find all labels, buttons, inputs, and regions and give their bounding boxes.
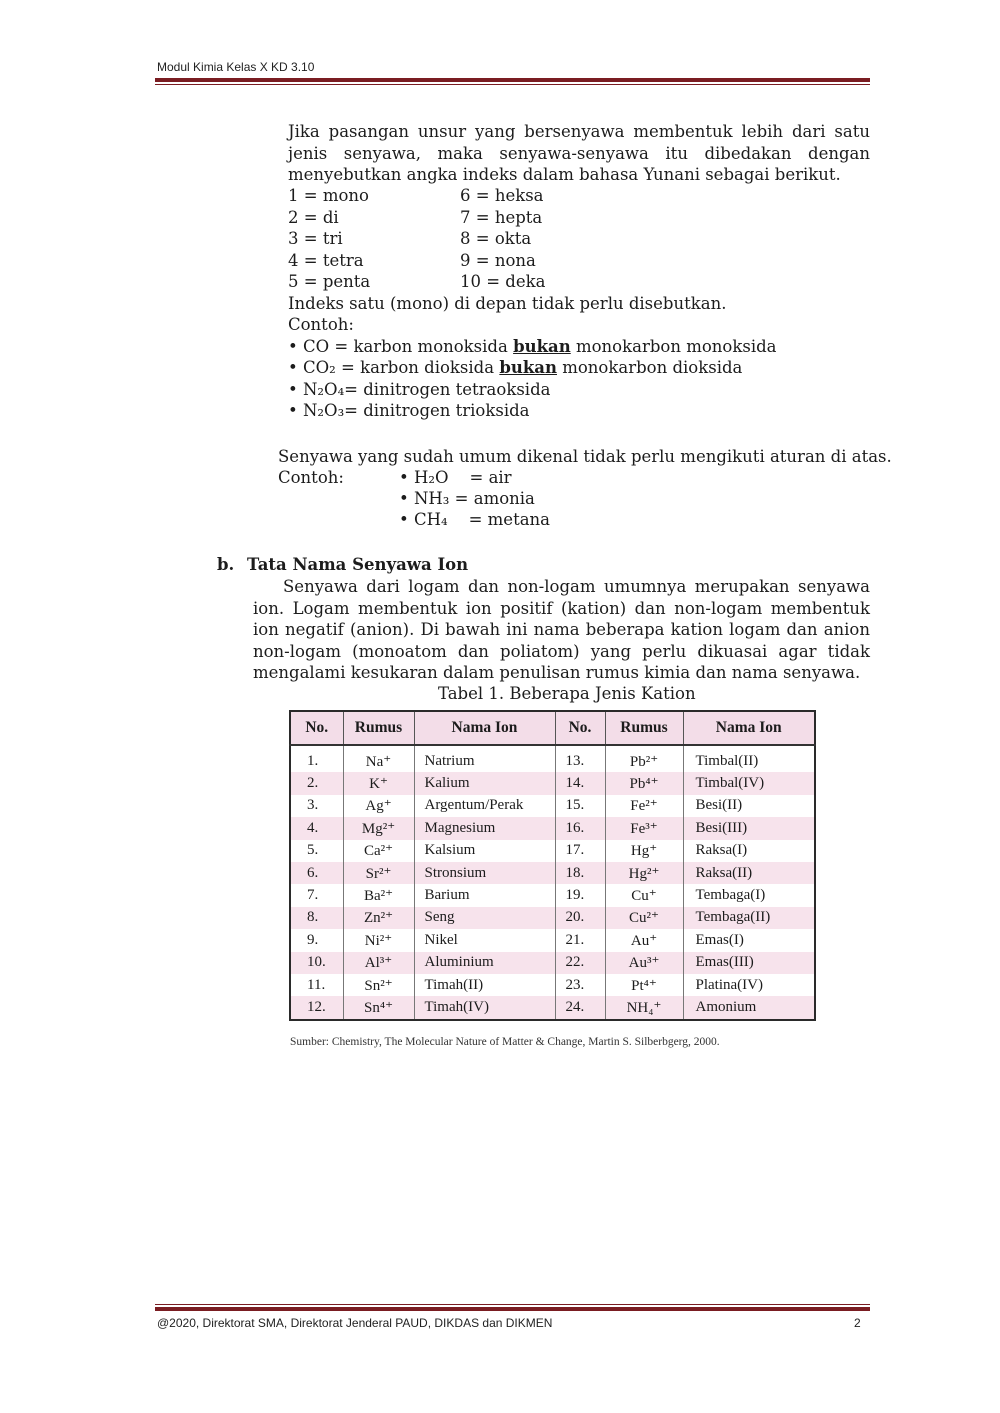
- row-nama-ion: Stronsium: [414, 862, 555, 884]
- row-rumus: Pb⁴⁺: [605, 772, 683, 794]
- row-nama-ion: Besi(II): [683, 795, 815, 817]
- row-rumus: Sn⁴⁺: [343, 996, 414, 1019]
- example-n2o3: • N₂O₃= dinitrogen trioksida: [288, 400, 777, 422]
- greek-number-row: 4 = tetra 9 = nona: [288, 250, 536, 270]
- example-n2o4: • N₂O₄= dinitrogen tetraoksida: [288, 379, 777, 401]
- row-no: 19.: [555, 884, 605, 906]
- row-no: 13.: [555, 745, 605, 772]
- row-no: 22.: [555, 952, 605, 974]
- row-no: 6.: [290, 862, 343, 884]
- row-rumus: Sn²⁺: [343, 974, 414, 996]
- row-rumus: Sr²⁺: [343, 862, 414, 884]
- row-nama-ion: Argentum/Perak: [414, 795, 555, 817]
- row-no: 12.: [290, 996, 343, 1019]
- header-rumus: Rumus: [605, 711, 683, 745]
- row-nama-ion: Kalium: [414, 772, 555, 794]
- greek-number-row: 3 = tri 8 = okta: [288, 229, 532, 248]
- row-no: 8.: [290, 907, 343, 929]
- common-sentence: Senyawa yang sudah umum dikenal tidak perlu mengikuti aturan di atas.: [278, 447, 892, 466]
- table-row: [290, 884, 815, 906]
- row-nama-ion: Natrium: [414, 745, 555, 772]
- row-nama-ion: Besi(III): [683, 817, 815, 839]
- header-title: Modul Kimia Kelas X KD 3.10: [157, 60, 315, 74]
- footer-rule: [155, 1304, 870, 1311]
- intro-paragraph: Jika pasangan unsur yang bersenyawa membentuk lebih dari satu jenis senyawa, maka senyawa-senyawa itu dibedakan dengan menyebutkan angka indeks dalam bahasa Yunani sebagai berikut.: [288, 122, 870, 184]
- table-row: [290, 817, 815, 839]
- table-row: [290, 772, 815, 794]
- example-label: Contoh:: [288, 315, 354, 334]
- row-nama-ion: Nikel: [414, 929, 555, 951]
- row-no: 5.: [290, 840, 343, 862]
- greek-number-row: 1 = mono 6 = heksa: [288, 186, 544, 205]
- example-co: • CO = karbon monoksida bukan monokarbon monoksida: [288, 336, 777, 358]
- row-nama-ion: Tembaga(II): [683, 907, 815, 929]
- table-row: [290, 952, 815, 974]
- kation-table-wrapper: [289, 710, 816, 1021]
- table-header-row: [290, 711, 815, 745]
- row-rumus: Ca²⁺: [343, 840, 414, 862]
- header-nama-ion: Nama Ion: [414, 711, 555, 745]
- row-no: 24.: [555, 996, 605, 1019]
- row-nama-ion: Emas(I): [683, 929, 815, 951]
- table-caption: Tabel 1. Beberapa Jenis Kation: [438, 684, 696, 703]
- kation-table: [289, 710, 816, 1021]
- row-nama-ion: Platina(IV): [683, 974, 815, 996]
- row-no: 21.: [555, 929, 605, 951]
- row-no: 9.: [290, 929, 343, 951]
- row-rumus: Mg²⁺: [343, 817, 414, 839]
- row-no: 1.: [290, 745, 343, 772]
- row-nama-ion: Timbal(IV): [683, 772, 815, 794]
- row-rumus: NH₄⁺: [605, 996, 683, 1019]
- row-no: 7.: [290, 884, 343, 906]
- row-nama-ion: Kalsium: [414, 840, 555, 862]
- footer-text: @2020, Direktorat SMA, Direktorat Jenderal PAUD, DIKDAS dan DIKMEN: [157, 1316, 553, 1330]
- row-rumus: Pt⁴⁺: [605, 974, 683, 996]
- greek-number-list: [288, 185, 777, 422]
- greek-number-row: 5 = penta 10 = deka: [288, 272, 546, 291]
- row-no: 15.: [555, 795, 605, 817]
- row-rumus: Ba²⁺: [343, 884, 414, 906]
- row-nama-ion: Timbal(II): [683, 745, 815, 772]
- row-no: 17.: [555, 840, 605, 862]
- greek-number-row: 2 = di 7 = hepta: [288, 207, 543, 227]
- table-source: Sumber: Chemistry, The Molecular Nature of Matter & Change, Martin S. Silberbgerg, 2000.: [290, 1036, 720, 1048]
- row-nama-ion: Amonium: [683, 996, 815, 1019]
- row-no: 16.: [555, 817, 605, 839]
- table-row: [290, 745, 815, 772]
- table-row: [290, 907, 815, 929]
- row-nama-ion: Barium: [414, 884, 555, 906]
- row-no: 3.: [290, 795, 343, 817]
- row-rumus: Ni²⁺: [343, 929, 414, 951]
- row-rumus: Hg⁺: [605, 840, 683, 862]
- header-no: No.: [555, 711, 605, 745]
- row-no: 18.: [555, 862, 605, 884]
- example-co2: • CO₂ = karbon dioksida bukan monokarbon dioksida: [288, 357, 777, 379]
- mono-note: Indeks satu (mono) di depan tidak perlu disebutkan.: [288, 293, 727, 313]
- table-row: [290, 929, 815, 951]
- row-no: 4.: [290, 817, 343, 839]
- section-heading: b. Tata Nama Senyawa Ion: [217, 555, 469, 574]
- row-rumus: Fe²⁺: [605, 795, 683, 817]
- table-row: [290, 996, 815, 1019]
- header-nama-ion: Nama Ion: [683, 711, 815, 745]
- row-rumus: Au⁺: [605, 929, 683, 951]
- row-rumus: Al³⁺: [343, 952, 414, 974]
- common-item-ch4: • CH₄ = metana: [399, 509, 550, 531]
- row-nama-ion: Aluminium: [414, 952, 555, 974]
- row-rumus: Fe³⁺: [605, 817, 683, 839]
- common-example-label: Contoh:: [278, 468, 344, 487]
- row-no: 23.: [555, 974, 605, 996]
- row-nama-ion: Raksa(I): [683, 840, 815, 862]
- row-rumus: Na⁺: [343, 745, 414, 772]
- row-nama-ion: Timah(IV): [414, 996, 555, 1019]
- row-nama-ion: Seng: [414, 907, 555, 929]
- row-rumus: Cu⁺: [605, 884, 683, 906]
- row-nama-ion: Raksa(II): [683, 862, 815, 884]
- row-no: 14.: [555, 772, 605, 794]
- header-no: No.: [290, 711, 343, 745]
- row-no: 2.: [290, 772, 343, 794]
- row-no: 10.: [290, 952, 343, 974]
- common-item-nh3: • NH₃ = amonia: [399, 488, 535, 510]
- row-rumus: Ag⁺: [343, 795, 414, 817]
- row-nama-ion: Emas(III): [683, 952, 815, 974]
- row-no: 11.: [290, 974, 343, 996]
- row-rumus: Hg²⁺: [605, 862, 683, 884]
- table-row: [290, 974, 815, 996]
- table-row: [290, 862, 815, 884]
- row-no: 20.: [555, 907, 605, 929]
- table-row: [290, 795, 815, 817]
- row-rumus: Cu²⁺: [605, 907, 683, 929]
- page-number: 2: [854, 1316, 861, 1330]
- row-rumus: Pb²⁺: [605, 745, 683, 772]
- row-rumus: Au³⁺: [605, 952, 683, 974]
- row-rumus: K⁺: [343, 772, 414, 794]
- header-rule: [155, 78, 870, 85]
- row-nama-ion: Timah(II): [414, 974, 555, 996]
- common-item-h2o: • H₂O = air: [399, 467, 512, 489]
- row-rumus: Zn²⁺: [343, 907, 414, 929]
- row-nama-ion: Tembaga(I): [683, 884, 815, 906]
- section-paragraph: Senyawa dari logam dan non-logam umumnya merupakan senyawa ion. Logam membentuk ion positif (kation) dan non-logam membentuk ion negatif (anion). Di bawah ini nama beberapa kation logam dan anion non-logam (monoatom dan poliatom) yang perlu dikuasai agar tidak mengalami kesukaran dalam penulisan rumus kimia dan nama senyawa.: [253, 577, 870, 682]
- header-rumus: Rumus: [343, 711, 414, 745]
- row-nama-ion: Magnesium: [414, 817, 555, 839]
- table-row: [290, 840, 815, 862]
